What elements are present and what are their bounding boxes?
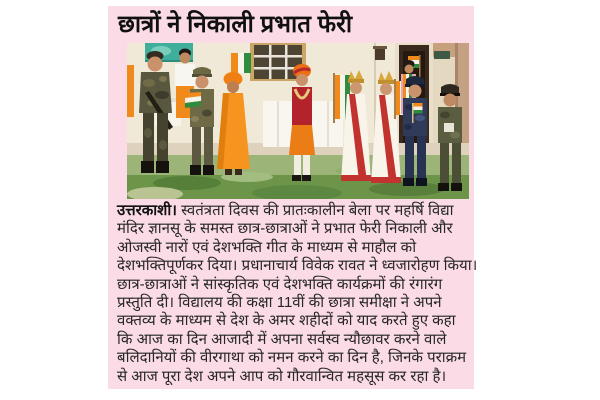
news-photo-graphic (127, 43, 469, 199)
door-sign (434, 51, 450, 59)
dateline: उत्तरकाशी। (117, 202, 177, 219)
article-body (117, 202, 478, 386)
article-line: छात्र-छात्राओं ने सांस्कृतिक एवं देशभक्ति कार्यक्रमों की रंगारंग (117, 275, 443, 293)
article-text: स्वतंत्रता दिवस की प्रातःकालीन बेला पर महर्षि विद्या (181, 202, 454, 219)
article-line: से आज पूरा देश अपने आप को गौरवान्वित महसूस कर रहा है। (117, 367, 447, 385)
figure-left-edge (127, 65, 134, 117)
wall-lamp (373, 46, 387, 60)
headline: छात्रों ने निकाली प्रभात फेरी (118, 11, 353, 38)
article-line (117, 202, 471, 220)
article-line: बलिदानियों की वीरगाथा को नमन करने का दिन है, जिनके पराक्रम (117, 349, 467, 367)
article-line: प्रस्तुति दी। विद्यालय की कक्षा 11वीं की छात्रा समीक्षा ने अपने (117, 294, 442, 312)
news-photo (127, 43, 469, 199)
clipping-panel (108, 6, 478, 389)
article-line: कि आज का दिन आजादी में अपना सर्वस्व न्यौछावर करने वाले (117, 330, 447, 348)
article-line: ओजस्वी नारों एवं देशभक्ति गीत के माध्यम से माहौल को (117, 238, 417, 256)
article-line: वक्तव्य के माध्यम से देश के अमर शहीदों को याद करते हुए कहा (117, 312, 456, 330)
article-line: देशभक्तिपूर्णकर दिया। प्रधानाचार्य विवेक रावत ने ध्वजारोहण किया। (117, 257, 478, 275)
article-line: मंदिर ज्ञानसू के समस्त छात्र-छात्राओं ने प्रभात फेरी निकाली और (117, 220, 453, 238)
